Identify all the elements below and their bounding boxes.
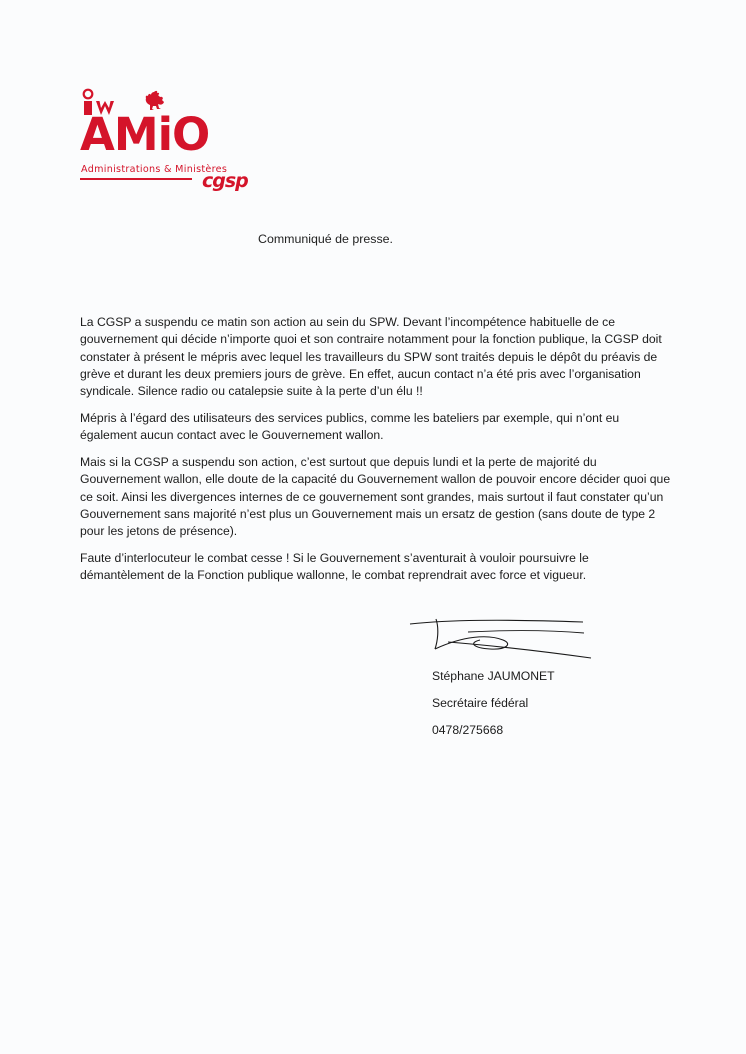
logo-subtitle: Administrations & Ministères	[81, 164, 228, 175]
paragraph: Mépris à l’égard des utilisateurs des services publics, comme les bateliers par exemple, qui n’ont eu également aucun contact avec le Gouvernement wallon.	[80, 410, 620, 443]
logo-cgsp: cgsp	[202, 170, 248, 192]
paragraph: La CGSP a suspendu ce matin son action au sein du SPW. Devant l’incompétence habituelle de ce gouvernement qui décide n’importe quoi et son contraire notamment pour la fonction publique, la CGSP doit constater à présent le mépris avec lequel les travailleurs du SPW sont traités depuis le dépôt du préavis de grève et durant les deux premiers jours de grève. En effet, aucun contact n’a été pris avec l’organisation syndicale. Silence radio ou catalepsie suite à la perte d’un élu !!	[80, 315, 662, 399]
signatory-title: Secrétaire fédéral	[432, 696, 529, 710]
signature-block	[432, 668, 555, 749]
amio-cgsp-logo	[80, 88, 255, 200]
press-release-body	[80, 314, 672, 594]
paragraph: Mais si la CGSP a suspendu son action, c’est surtout que depuis lundi et la perte de majorité du Gouvernement wallon, elle doute de la capacité du Gouvernement wallon de pouvoir encore décider quoi que ce soit. Ainsi les divergences internes de ce gouvernement sont grandes, mais surtout il faut constater qu’un Gouvernement sans majorité n’est plus un Gouvernement mais un ersatz de gestion (sans doute de type 2 pour les jetons de présence).	[80, 455, 671, 539]
logo-underline	[80, 178, 192, 180]
paragraph: Faute d’interlocuteur le combat cesse ! Si le Gouvernement s’aventurait à vouloir poursuivre le démantèlement de la Fonction publique wallonne, le combat reprendrait avec force et vigueur.	[80, 551, 589, 583]
signatory-phone: 0478/275668	[432, 723, 504, 737]
handwritten-signature	[408, 616, 593, 660]
press-release-heading: Communiqué de presse.	[258, 232, 393, 246]
logo-wordmark: AMiO	[80, 108, 210, 161]
signatory-name: Stéphane JAUMONET	[432, 669, 555, 683]
